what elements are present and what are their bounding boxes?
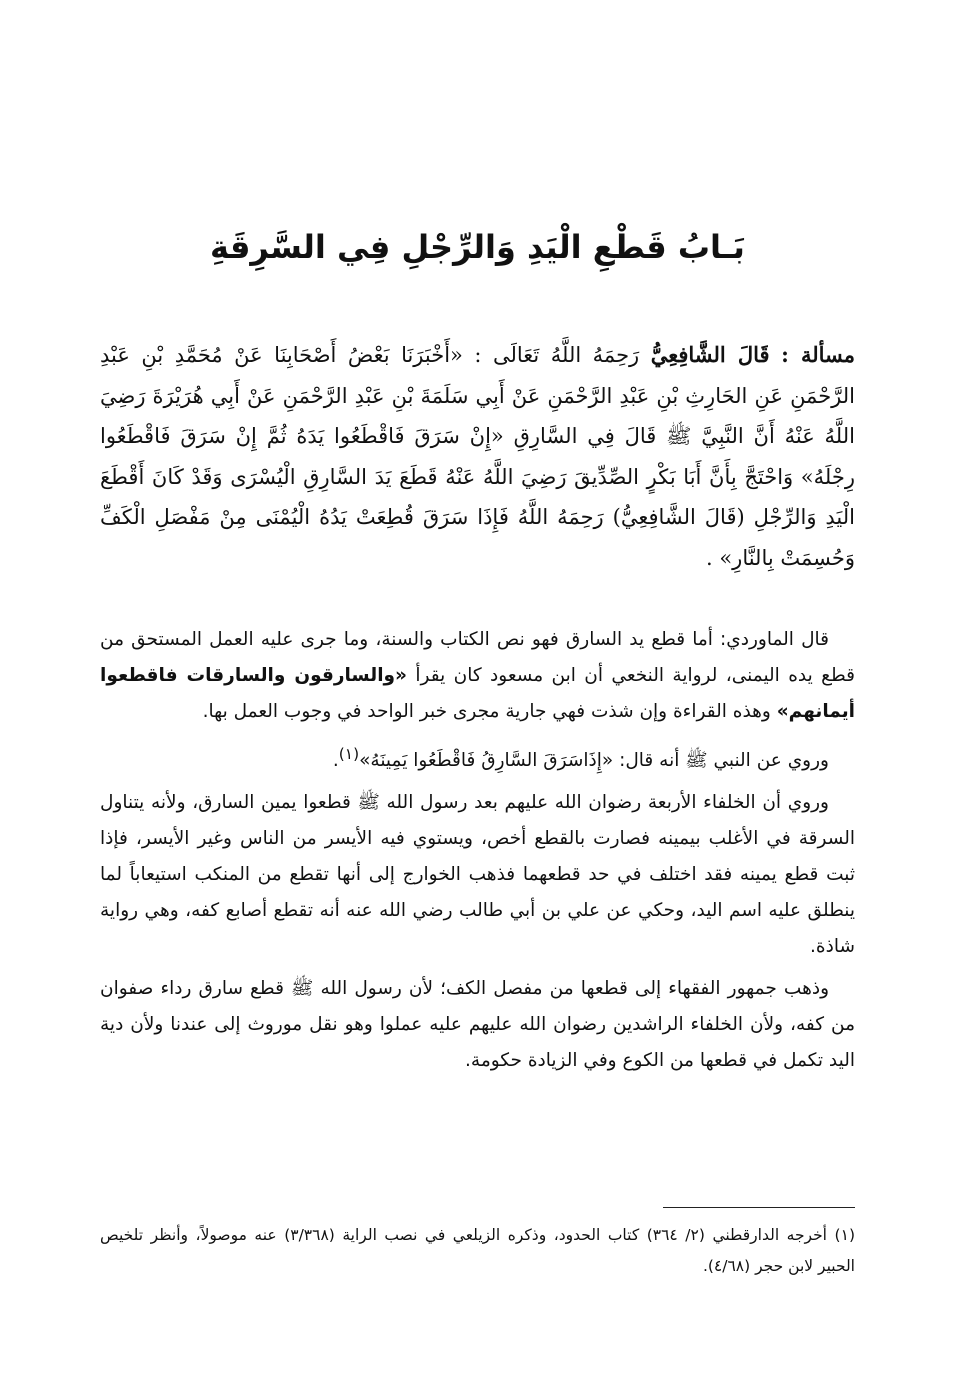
chapter-title: بَـابُ قَطْعِ الْيَدِ وَالرِّجْلِ فِي السَّرِقَةِ: [210, 228, 745, 266]
hadith-quote: «إِذَاسَرَقَ السَّارِقُ فَاقْطَعُوا يَمِينَهُ»: [359, 750, 614, 772]
commentary: [100, 622, 855, 1085]
commentary-paragraph: [100, 622, 855, 730]
commentary-text: .: [332, 750, 339, 772]
commentary-paragraph: وروي أن الخلفاء الأربعة رضوان الله عليهم بعد رسول الله ﷺ قطعوا يمين السارق، ولأنه يتناول السرقة في الأغلب بيمينه فصارت بالقطع أخص، ويستوي فيه الأيسر من الناس وغير الأيسر، فإذا ثبت قطع يمينه فقد اختلف في حد قطعهما فذهب الخوارج إلى أنها تقطع من المنكب استيعاباً لما ينطلق عليه اسم اليد، وحكي عن علي بن أبي طالب رضي الله عنه أنه تقطع أصابع كفه، وهي رواية شاذة.: [100, 792, 855, 958]
matn-author: قَالَ الشَّافِعِيُّ: [650, 342, 770, 367]
footnote-marker: (١): [834, 1226, 855, 1244]
book-page: [100, 0, 855, 1376]
commentary-text: وروي عن النبي ﷺ أنه قال:: [619, 750, 829, 772]
commentary-text: قال الماوردي: أما قطع يد السارق فهو نص الكتاب والسنة، وما جرى عليه العمل المستحق من قطع يده اليمنى، لرواية النخعي أن ابن مسعود كان يقرأ: [100, 629, 855, 686]
matn-paragraph: [100, 335, 855, 578]
commentary-text: وهذه القراءة وإن شذت فهي جارية مجرى خبر الواحد في وجوب العمل بها.: [202, 701, 771, 722]
masala-label: مسألة :: [781, 342, 855, 367]
footnote-divider: [663, 1207, 855, 1208]
quran-reading-quote: «والسارقون والسارقات فاقطعوا أيمانهم»: [100, 665, 855, 722]
commentary-paragraph: [100, 736, 855, 779]
footnote-reference[interactable]: (١): [338, 745, 360, 763]
commentary-paragraph: وذهب جمهور الفقهاء إلى قطعها من مفصل الكف؛ لأن رسول الله ﷺ قطع سارق رداء صفوان من كفه، ولأن الخلفاء الراشدين رضوان الله عليهم عليه عملوا وهو نقل موروث إلى عندنا ولأن دية اليد تكمل في قطعها من الكوع وفي الزيادة حكومة.: [100, 978, 855, 1072]
footnote-text: أخرجه الدارقطني (٢/ ٣٦٤) كتاب الحدود، وذكره الزيلعي في نصب الراية (٣/٣٦٨) عنه موصولاً، وأنظر تلخيص الحبير لابن حجر (٤/٦٨).: [100, 1226, 855, 1275]
footnote: [100, 1220, 855, 1282]
matn-text: رَحِمَهُ اللَّهُ تَعَالَى : «أَخْبَرَنَا بَعْضُ أَصْحَابِنَا عَنْ مُحَمَّدِ بْنِ عَبْدِ الرَّحْمَنِ عَنِ الحَارِثِ بْنِ عَبْدِ الرَّحْمَنِ عَنْ أَبِي سَلَمَةَ بْنِ عَبْدِ الرَّحْمَنِ عَنْ أَبِي هُرَيْرَةَ رَضِيَ اللَّهُ عَنْهُ أَنَّ النَّبِيَّ ﷺ قَالَ فِي السَّارِقِ «إِنْ سَرَقَ فَاقْطَعُوا يَدَهُ ثُمَّ إِنْ سَرَقَ فَاقْطَعُوا رِجْلَهُ» وَاحْتَجَّ بِأَنَّ أَبَا بَكْرٍ الصِّدِّيقَ رَضِيَ اللَّهُ عَنْهُ قَطَعَ يَدَ السَّارِقِ الْيُسْرَى وَقَدْ كَانَ أَقْطَعَ الْيَدِ وَالرِّجْلِ (قَالَ الشَّافِعِيُّ) رَحِمَهُ اللَّهُ فَإِذَا سَرَقَ قُطِعَتْ يَدُهُ الْيُمْنَى مِنْ مَفْصَلِ الْكَفِّ وَحُسِمَتْ بِالنَّارِ» .: [100, 343, 855, 570]
